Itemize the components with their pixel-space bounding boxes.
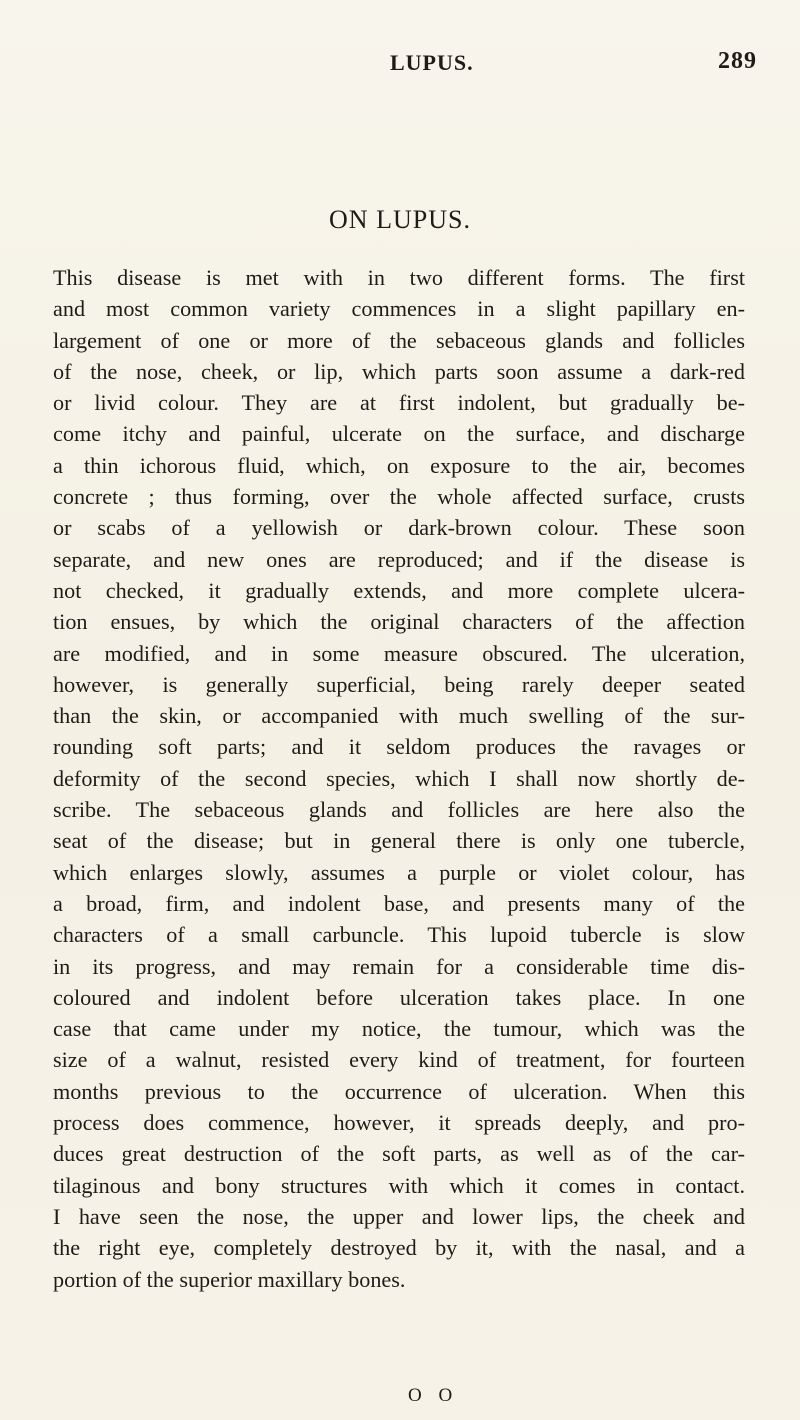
text-line: case that came under my notice, the tumour, which was the <box>53 1016 745 1042</box>
text-line: months previous to the occurrence of ulceration. When this <box>53 1078 745 1104</box>
page-number: 289 <box>718 48 757 74</box>
text-line: largement of one or more of the sebaceous glands and follicles <box>53 327 745 353</box>
text-line: or livid colour. They are at first indolent, but gradually be- <box>53 390 745 416</box>
text-line: than the skin, or accompanied with much swelling of the sur- <box>53 703 745 729</box>
text-line: tion ensues, by which the original characters of the affection <box>53 609 745 635</box>
text-line: scribe. The sebaceous glands and follicles are here also the <box>53 797 745 823</box>
text-line: or scabs of a yellowish or dark-brown colour. These soon <box>53 515 745 541</box>
text-line: a thin ichorous fluid, which, on exposure to the air, becomes <box>53 452 745 478</box>
text-line: however, is generally superficial, being rarely deeper seated <box>53 671 745 697</box>
text-line: I have seen the nose, the upper and lower lips, the cheek and <box>53 1203 745 1229</box>
text-line: deformity of the second species, which I shall now shortly de- <box>53 765 745 791</box>
text-line: and most common variety commences in a slight papillary en- <box>53 296 745 322</box>
text-line: of the nose, cheek, or lip, which parts soon assume a dark-red <box>53 358 745 384</box>
body-paragraph <box>53 262 745 1295</box>
text-line: rounding soft parts; and it seldom produces the ravages or <box>53 734 745 760</box>
text-line: portion of the superior maxillary bones. <box>53 1266 406 1292</box>
text-line: which enlarges slowly, assumes a purple or violet colour, has <box>53 859 745 885</box>
text-line: in its progress, and may remain for a considerable time dis- <box>53 953 745 979</box>
running-head: LUPUS. <box>390 50 474 75</box>
text-line: characters of a small carbuncle. This lupoid tubercle is slow <box>53 922 745 948</box>
text-line: process does commence, however, it spreads deeply, and pro- <box>53 1110 745 1136</box>
text-line: size of a walnut, resisted every kind of treatment, for fourteen <box>53 1047 745 1073</box>
text-line: This disease is met with in two different forms. The first <box>53 265 745 290</box>
text-line: separate, and new ones are reproduced; and if the disease is <box>53 546 745 572</box>
text-line: concrete ; thus forming, over the whole affected surface, crusts <box>53 484 745 510</box>
text-line: the right eye, completely destroyed by it, with the nasal, and a <box>53 1235 745 1261</box>
text-line: not checked, it gradually extends, and more complete ulcera- <box>53 577 745 603</box>
printer-signature: O O <box>408 1385 459 1406</box>
text-line: are modified, and in some measure obscured. The ulceration, <box>53 640 745 666</box>
text-line: a broad, firm, and indolent base, and presents many of the <box>53 890 745 916</box>
text-line: duces great destruction of the soft parts, as well as of the car- <box>53 1141 745 1167</box>
chapter-title: ON LUPUS. <box>329 205 471 234</box>
text-line: seat of the disease; but in general there is only one tubercle, <box>53 828 745 854</box>
text-line: coloured and indolent before ulceration takes place. In one <box>53 984 745 1010</box>
text-line: tilaginous and bony structures with which it comes in contact. <box>53 1172 745 1198</box>
text-line: come itchy and painful, ulcerate on the surface, and discharge <box>53 421 745 447</box>
